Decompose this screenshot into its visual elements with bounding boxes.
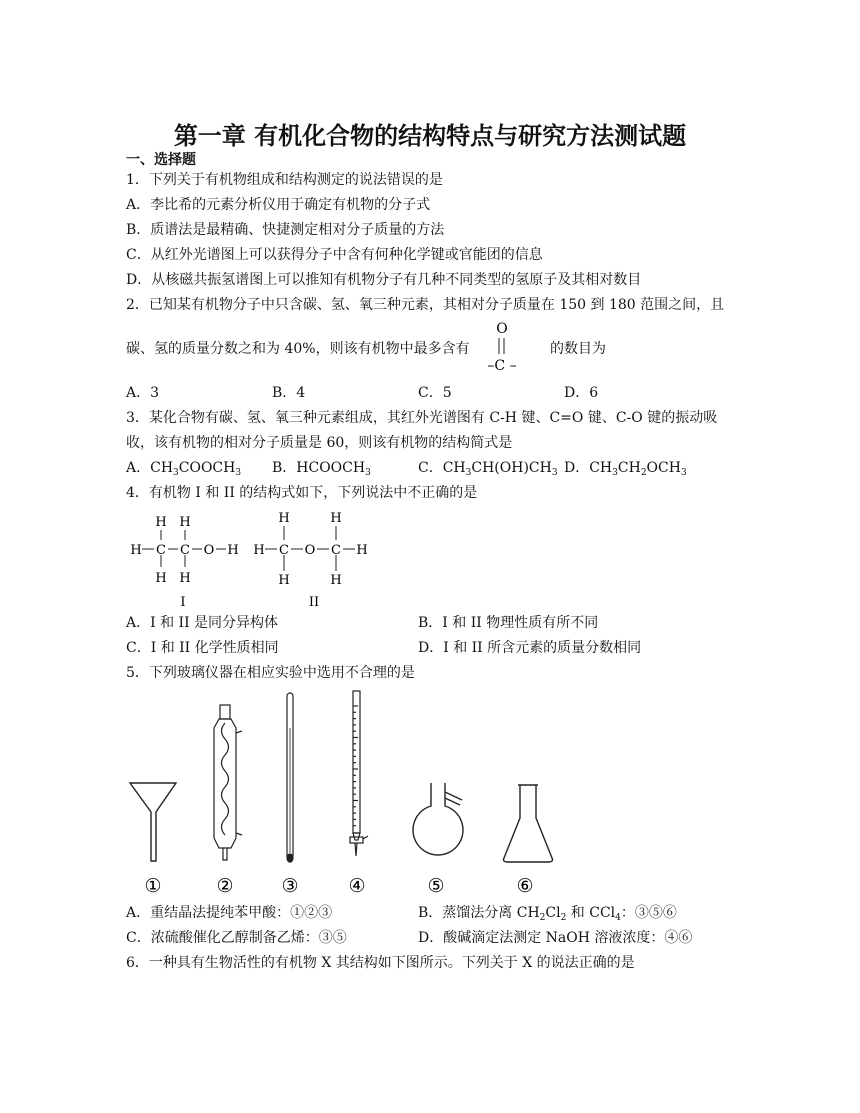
condenser-icon (214, 705, 242, 860)
atom-o: O (203, 543, 215, 558)
q3-stem-line2: 收，该有机物的相对分子质量是 60，则该有机物的结构简式是 (126, 435, 513, 451)
q4-option-b: B．I 和 II 物理性质有所不同 (418, 615, 599, 631)
q5-option-b: B．蒸馏法分离 $CH_2Cl_2$ 和 CCl$_4$：③⑤⑥ (418, 905, 677, 923)
apparatus-number-label: ① (144, 875, 162, 897)
q3-stem-line1: 3．某化合物有碳、氢、氧三种元素组成，其红外光谱图有 C-H 键、C=O 键、C-O 键的振动吸 (126, 410, 718, 426)
molecule-label-ii: II (308, 595, 320, 610)
apparatus-number-label: ⑥ (516, 875, 534, 897)
atom-h: H (253, 543, 265, 558)
q2-stem-line2b: 的数目为 (550, 341, 606, 357)
q3-option-a: A．$CH_3COOCH_3$ (126, 460, 242, 478)
section-heading: 一、选择题 (126, 152, 196, 168)
structural-formulas-figure (126, 505, 386, 615)
molecule-label-i: I (180, 595, 186, 610)
carbonyl-group-figure (478, 318, 526, 376)
q4-option-d: D．I 和 II 所含元素的质量分数相同 (418, 640, 642, 656)
thermometer-icon (287, 693, 293, 862)
q3-option-d: D．$CH_3CH_2OCH_3$ (564, 460, 687, 478)
atom-h: H (179, 515, 191, 530)
atom-h: H (155, 571, 167, 586)
q5-option-c: C．浓硫酸催化乙醇制备乙烯：③⑤ (126, 930, 347, 946)
q1-option-a: A．李比希的元素分析仪用于确定有机物的分子式 (126, 197, 431, 213)
carbonyl-o-label: O (496, 321, 508, 337)
page-title: 第一章 有机化合物的结构特点与研究方法测试题 (173, 122, 687, 150)
atom-h: H (330, 511, 342, 526)
carbonyl-c-label: –C – (487, 358, 517, 374)
q2-option-b: B．4 (272, 385, 306, 401)
q2-option-c: C．5 (418, 385, 452, 401)
q3-option-c: C．$CH_3CH(OH)CH_3$ (418, 460, 558, 478)
q3-option-b: B．$HCOOCH_3$ (272, 460, 371, 478)
q4-option-c: C．I 和 II 化学性质相同 (126, 640, 279, 656)
apparatus-number-label: ⑤ (427, 875, 445, 897)
atom-h: H (130, 543, 142, 558)
q2-stem-line1: 2．已知某有机物分子中只含碳、氢、氧三种元素，其相对分子质量在 150 到 180 范围之间，且 (126, 297, 725, 313)
q2-option-a: A．3 (126, 385, 160, 401)
apparatus-number-label: ③ (281, 875, 299, 897)
q6-stem: 6．一种具有生物活性的有机物 X 其结构如下图所示。下列关于 X 的说法正确的是 (126, 955, 635, 971)
atom-h: H (278, 511, 290, 526)
q4-stem: 4．有机物 I 和 II 的结构式如下，下列说法中不正确的是 (126, 485, 478, 501)
q1-option-b: B．质谱法是最精确、快捷测定相对分子质量的方法 (126, 222, 445, 238)
atom-h: H (356, 543, 368, 558)
q2-option-d: D．6 (564, 385, 599, 401)
atom-h: H (278, 573, 290, 588)
atom-c: C (331, 543, 341, 558)
atom-o: O (304, 543, 316, 558)
atom-h: H (179, 571, 191, 586)
apparatus-number-label: ④ (348, 875, 366, 897)
atom-c: C (156, 543, 166, 558)
q1-option-d: D．从核磁共振氢谱图上可以推知有机物分子有几种不同类型的氢原子及其相对数目 (126, 272, 642, 288)
atom-h: H (227, 543, 239, 558)
q2-stem-line2a: 碳、氢的质量分数之和为 40%，则该有机物中最多含有 (126, 341, 470, 357)
atom-c: C (279, 543, 289, 558)
distillation-flask-icon (413, 783, 463, 855)
q1-option-c: C．从红外光谱图上可以获得分子中含有何种化学键或官能团的信息 (126, 247, 543, 263)
q5-stem: 5．下列玻璃仪器在相应实验中选用不合理的是 (126, 665, 415, 681)
q1-stem: 1．下列关于有机物组成和结构测定的说法错误的是 (126, 172, 443, 188)
q5-option-a: A．重结晶法提纯苯甲酸：①②③ (126, 905, 333, 921)
atom-h: H (330, 573, 342, 588)
conical-flask-icon (504, 785, 553, 862)
glassware-figure (120, 688, 580, 898)
funnel-icon (130, 783, 176, 861)
apparatus-number-label: ② (216, 875, 234, 897)
atom-h: H (155, 515, 167, 530)
q4-option-a: A．I 和 II 是同分异构体 (126, 615, 279, 631)
q5-option-d: D．酸碱滴定法测定 NaOH 溶液浓度：④⑥ (418, 930, 693, 946)
burette-icon (350, 691, 368, 856)
atom-c: C (180, 543, 190, 558)
